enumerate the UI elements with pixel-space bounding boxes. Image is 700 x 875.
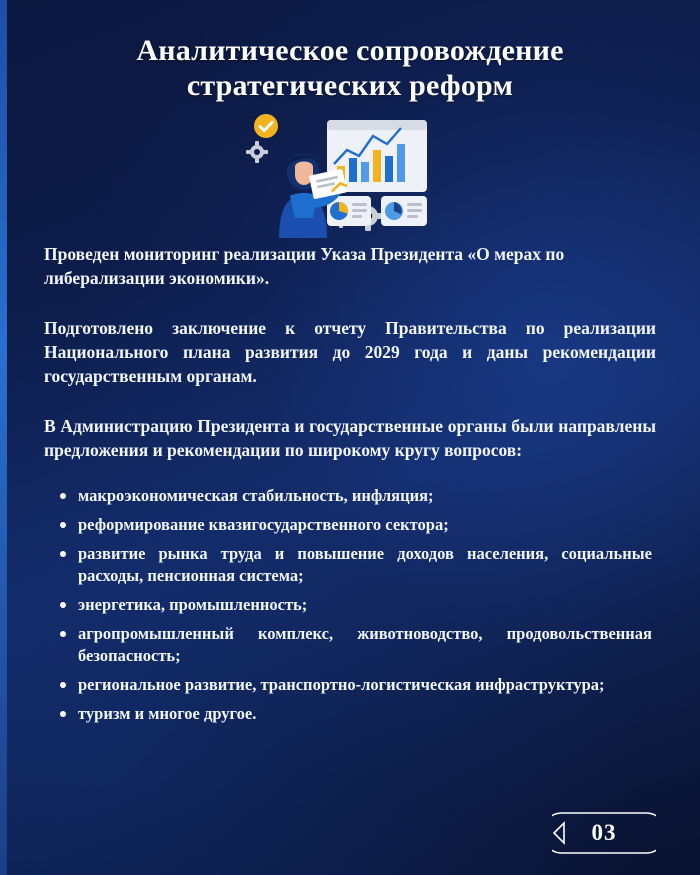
list-item: туризм и многое другое. — [78, 703, 656, 725]
analyst-with-charts-illustration — [44, 110, 656, 238]
paragraph-monitoring: Проведен мониторинг реализации Указа Президента «О мерах по либерализации экономики». — [44, 243, 565, 288]
list-item: реформирование квазигосударственного сектора; — [78, 514, 656, 536]
page-number: 03 — [591, 820, 617, 845]
list-item: региональное развитие, транспортно-логистическая инфраструктура; — [78, 674, 656, 696]
paragraph-conclusion: Подготовлено заключение к отчету Правительства по реализации Национального плана развития до 2029 года и даны рекомендации государственным органам. — [44, 317, 656, 387]
paragraph-proposals: В Администрацию Президента и государственные органы были направлены предложения и рекомендации по широкому кругу вопросов: — [44, 416, 656, 461]
topics-list — [44, 485, 656, 726]
list-item: макроэкономическая стабильность, инфляция; — [78, 485, 656, 507]
list-item: агропромышленный комплекс, животноводство, продовольственная безопасность; — [78, 623, 656, 667]
page-number-badge — [552, 809, 656, 857]
list-item: развитие рынка труда и повышение доходов населения, социальные расходы, пенсионная система; — [78, 543, 656, 587]
page-title: Аналитическое сопровождение стратегических реформ — [136, 34, 564, 102]
list-item: энергетика, промышленность; — [78, 594, 656, 616]
body-text — [44, 242, 656, 726]
